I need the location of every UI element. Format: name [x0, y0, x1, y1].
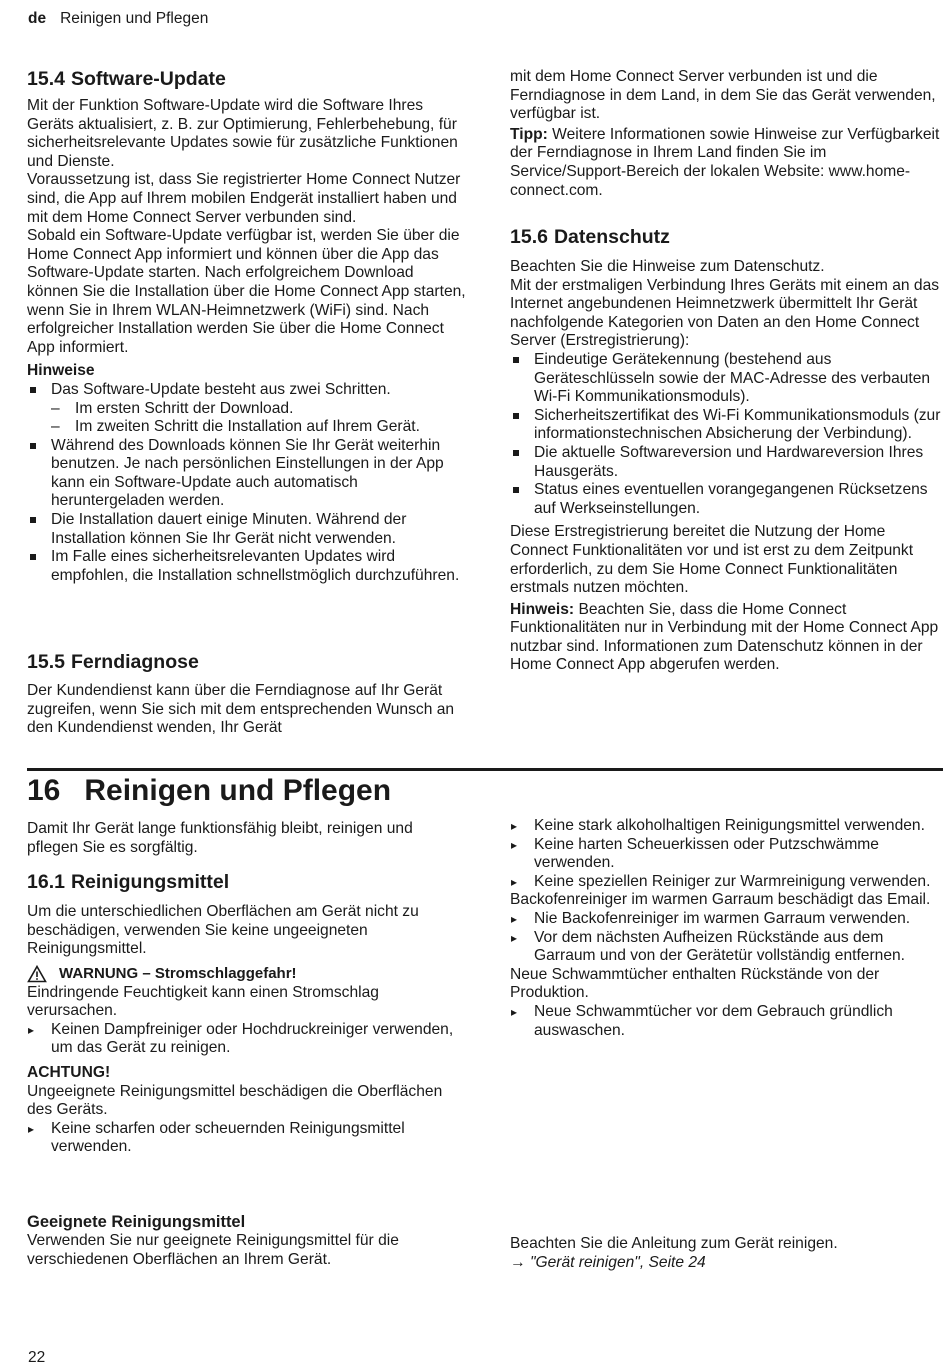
notes-list [27, 381, 467, 586]
instruction-item: ▸ Neue Schwammtücher vor dem Gebrauch gründlich auswaschen. [510, 1003, 942, 1040]
oven-instructions [510, 910, 942, 966]
instruction-item: ▸ Keinen Dampfreiniger oder Hochdruckreiniger verwenden, um das Gerät zu reinigen. [27, 1021, 467, 1058]
caution-text: Ungeeignete Reinigungsmittel beschädigen die Oberflächen des Geräts. [27, 1082, 443, 1119]
suitable-cleaners-reference [510, 1235, 942, 1272]
warning-heading [27, 965, 467, 984]
paragraph: Sobald ein Software-Update verfügbar ist, werden Sie über die Home Connect App informiert und können über die App das Software-Update starten. Nach erfolgreichem Download können Sie die Installation über die Home Connect App starten, wenn Sie in Ihrem WLAN-Heimnetzwerk (WiFi) sind. Nach erfolgreicher Installation werden Sie über die Home Connect App informiert. [27, 227, 466, 356]
chapter-16-right [510, 817, 942, 1040]
note-label: Hinweis: [510, 600, 575, 618]
instruction-item: ▸ Keine harten Scheuerkissen oder Putzschwämme verwenden. [510, 836, 942, 873]
chapter-rule [27, 768, 943, 771]
list-item: Die aktuelle Softwareversion und Hardwareversion Ihres Hausgeräts. [510, 444, 942, 481]
section-heading: 15.4 Software-Update [27, 68, 226, 90]
suitable-cleaners-section [27, 1212, 467, 1269]
tip-paragraph [510, 126, 942, 200]
paragraph: mit dem Home Connect Server verbunden ist und die Ferndiagnose in dem Land, in dem Sie das Gerät verwenden, verfügbar ist. [510, 68, 936, 123]
running-header [28, 10, 222, 29]
caution-instructions [27, 1120, 467, 1157]
tip-text: Weitere Informationen sowie Hinweise zur Verfügbarkeit der Ferndiagnose in Ihrem Land finden Sie im Service/Support-Bereich der lokalen Website: www.home-connect.com. [510, 125, 940, 199]
section-15-5 [27, 651, 467, 738]
list-item: Die Installation dauert einige Minuten. Während der Installation können Sie Ihr Gerät nicht verwenden. [27, 511, 467, 548]
chapter-16 [27, 774, 627, 808]
instruction-item: ▸ Nie Backofenreiniger im warmen Garraum verwenden. [510, 910, 942, 929]
paragraph: Der Kundendienst kann über die Ferndiagnose auf Ihr Gerät zugreifen, wenn Sie sich mit dem entsprechenden Wunsch an den Kundendienst wenden, Ihr Gerät [27, 682, 455, 737]
paragraph: Backofenreiniger im warmen Garraum beschädigt das Email. [510, 891, 931, 909]
running-header-title: Reinigen und Pflegen [60, 10, 209, 27]
chapter-16-left [27, 820, 467, 1157]
paragraph: Beachten Sie die Hinweise zum Datenschutz. [510, 258, 825, 275]
warning-text: Eindringende Feuchtigkeit kann einen Stromschlag verursachen. [27, 983, 379, 1020]
paragraph: Verwenden Sie nur geeignete Reinigungsmittel für die verschiedenen Oberflächen an Ihrem Gerät. [27, 1232, 399, 1268]
note-paragraph [510, 601, 942, 675]
chapter-title: 16 Reinigen und Pflegen [27, 774, 392, 807]
paragraph: Voraussetzung ist, dass Sie registrierter Home Connect Nutzer sind, die App auf Ihrem mobilen Endgerät installiert haben und mit dem Home Connect Server verbunden sind. [27, 171, 461, 226]
tip-label: Tipp: [510, 125, 548, 143]
subsection-heading: Geeignete Reinigungsmittel [27, 1213, 246, 1231]
list-item: Eindeutige Gerätekennung (bestehend aus Geräteschlüsseln sowie der MAC-Adresse des verbauten Wi-Fi Kommunikationsmoduls). [510, 351, 942, 407]
cross-reference-link[interactable]: → "Gerät reinigen", Seite 24 [510, 1253, 706, 1271]
section-heading: 15.6 Datenschutz [510, 226, 670, 248]
paragraph: Um die unterschiedlichen Oberflächen am Gerät nicht zu beschädigen, verwenden Sie keine ungeeigneten Reinigungsmittel. [27, 903, 419, 958]
list-item: Das Software-Update besteht aus zwei Schritten. [27, 381, 467, 400]
warning-instructions [27, 1021, 467, 1058]
sponge-instructions [510, 1003, 942, 1040]
section-heading: 15.5 Ferndiagnose [27, 651, 199, 673]
caution-title: ACHTUNG! [27, 1063, 111, 1081]
paragraph: Diese Erstregistrierung bereitet die Nutzung der Home Connect Funktionalitäten vor und ist erst zu dem Zeitpunkt erforderlich, zu dem Sie Home Connect Funktionalitäten erstmals nutzen möchten. [510, 523, 914, 597]
list-item: Während des Downloads können Sie Ihr Gerät weiterhin benutzen. Je nach persönlichen Einstellungen in der App kann ein Software-Update auch automatisch heruntergeladen werden. [27, 437, 467, 511]
paragraph: Neue Schwammtücher enthalten Rückstände von der Produktion. [510, 965, 880, 1002]
section-15-6 [510, 226, 942, 675]
section-15-5-continued [510, 68, 942, 200]
list-subitem: – Im zweiten Schritt die Installation auf Ihrem Gerät. [27, 418, 467, 437]
list-item: Sicherheitszertifikat des Wi-Fi Kommunikationsmoduls (zur informationstechnischen Absicherung der Verbindung). [510, 407, 942, 444]
section-heading: 16.1 Reinigungsmittel [27, 871, 230, 894]
instruction-item: ▸ Keine speziellen Reiniger zur Warmreinigung verwenden. [510, 873, 942, 892]
note-text: Beachten Sie, dass die Home Connect Funktionalitäten nur in Verbindung mit der Home Connect App nutzbar sind. Informationen zum Datenschutz können in der Home Connect App abgerufen werden. [510, 600, 939, 674]
paragraph: Mit der Funktion Software-Update wird die Software Ihres Geräts aktualisiert, z. B. zur Optimierung, Fehlerbehebung, für sicherheitsrelevante Updates sowie für zusätzliche Funktionen und Dienste. [27, 97, 458, 170]
caution-instructions-continued [510, 817, 942, 891]
warning-triangle-icon [27, 965, 47, 983]
data-categories-list [510, 351, 942, 518]
list-item: Status eines eventuellen vorangegangenen Rücksetzens auf Werkseinstellungen. [510, 481, 942, 518]
paragraph: Mit der erstmaligen Verbindung Ihres Geräts mit einem an das Internet angebundenen Heimnetzwerk übermittelt Ihr Gerät nachfolgende Kategorien von Daten an den Home Connect Server (Erstregistrierung): [510, 276, 940, 350]
instruction-item: ▸ Keine stark alkoholhaltigen Reinigungsmittel verwenden. [510, 817, 942, 836]
instruction-item: ▸ Vor dem nächsten Aufheizen Rückstände aus dem Garraum und von der Gerätetür vollständig entfernen. [510, 929, 942, 966]
paragraph: Beachten Sie die Anleitung zum Gerät reinigen. [510, 1235, 838, 1252]
notes-heading: Hinweise [27, 362, 95, 380]
arrow-right-icon: → [510, 1253, 530, 1271]
language-tag: de [28, 10, 47, 27]
instruction-item: ▸ Keine scharfen oder scheuernden Reinigungsmittel verwenden. [27, 1120, 467, 1157]
intro-paragraph: Damit Ihr Gerät lange funktionsfähig bleibt, reinigen und pflegen Sie es sorgfältig. [27, 820, 413, 856]
list-subitem: – Im ersten Schritt der Download. [27, 400, 467, 419]
warning-title: WARNUNG – Stromschlaggefahr! [59, 964, 297, 982]
list-item: Im Falle eines sicherheitsrelevanten Updates wird empfohlen, die Installation schnellstmöglich durchzuführen. [27, 548, 467, 585]
page-number: 22 [28, 1349, 46, 1366]
section-15-4 [27, 68, 467, 585]
